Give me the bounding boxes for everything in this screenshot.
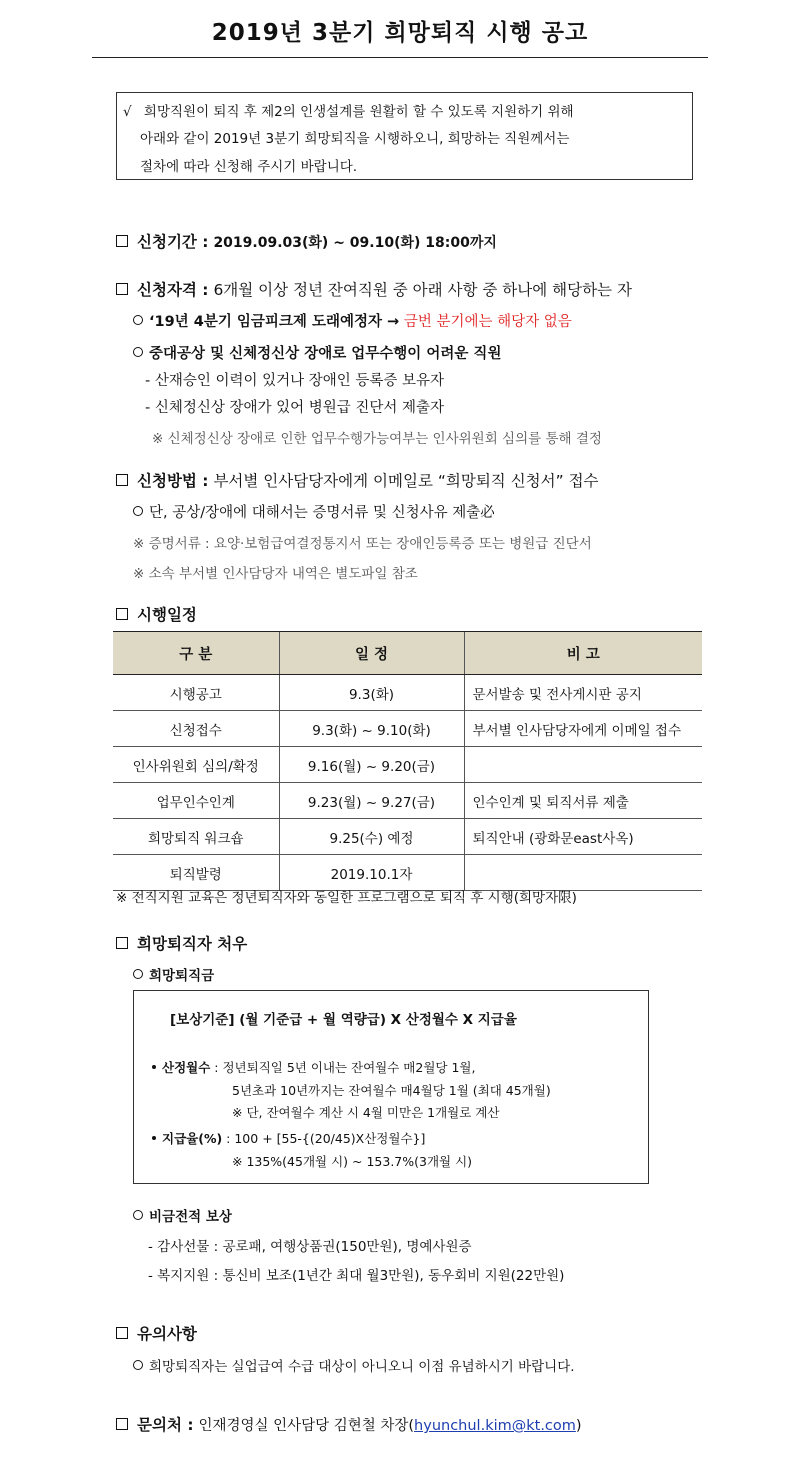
caution-text: 희망퇴직자는 실업급여 수급 대상이 아니오니 이점 유념하시기 바랍니다. [149,1359,575,1375]
square-bullet-icon [116,608,128,620]
circle-bullet-icon [133,969,143,979]
eligibility-value: 6개월 이상 정년 잔여직원 중 아래 사항 중 하나에 해당하는 자 [213,281,632,299]
table-cell: 9.3(화) [279,675,464,711]
caution-label: 유의사항 [137,1325,197,1343]
eligibility-item-1 [133,310,572,331]
notice-line-3: 절차에 따라 신청해 주시기 바랍니다. [140,159,358,175]
square-bullet-icon [116,1327,128,1339]
table-cell: 업무인수인계 [113,783,279,819]
method-note-2: ※ 소속 부서별 인사담당자 내역은 별도파일 참조 [133,566,418,582]
schedule-table [113,631,702,891]
treatment-section [116,932,247,954]
schedule-section [116,603,197,625]
page-title: 2019년 3분기 희망퇴직 시행 공고 [211,20,589,46]
table-cell: 부서별 인사담당자에게 이메일 접수 [464,711,702,747]
eligibility-note: ※ 신체정신상 장애로 인한 업무수행가능여부는 인사위원회 심의를 통해 결정 [152,431,602,447]
table-cell: 시행공고 [113,675,279,711]
dot-bullet-icon [152,1136,156,1140]
method-label: 신청방법 : [137,472,209,490]
months-label: 산정월수 [162,1060,211,1075]
apply-period-label: 신청기간 : [137,233,209,251]
table-row [113,783,702,819]
months-line-2: 5년초과 10년까지는 잔여월수 매4월당 1월 (최대 45개월) [232,1083,551,1098]
notice-line-1 [123,100,574,120]
contact-label: 문의처 : [137,1416,194,1434]
method-note-1: ※ 증명서류 : 요양·보험급여결정통지서 또는 장애인등록증 또는 병원급 진단서 [133,536,592,552]
square-bullet-icon [116,235,128,247]
severance-pay-label: 희망퇴직금 [149,968,215,984]
table-header-row [113,632,702,675]
table-header-schedule: 일 정 [279,632,464,675]
check-mark-icon: √ [123,104,132,120]
eligibility-sub-2: - 신체정신상 장애가 있어 병원급 진단서 제출자 [145,400,445,416]
eligibility-item-2-text: 중대공상 및 신체정신상 장애로 업무수행이 어려운 직원 [149,346,502,362]
rate-line-2: ※ 135%(45개월 시) ~ 153.7%(3개월 시) [232,1154,473,1169]
square-bullet-icon [116,283,128,295]
square-bullet-icon [116,937,128,949]
circle-bullet-icon [133,1360,143,1370]
months-line-1 [152,1058,475,1076]
title-divider [92,57,708,58]
method-item-1-text: 단, 공상/장애에 대해서는 증명서류 및 신청사유 제출必 [149,505,495,521]
table-cell: 인수인계 및 퇴직서류 제출 [464,783,702,819]
table-cell: 2019.10.1자 [279,855,464,891]
rate-line-1 [152,1129,425,1147]
table-row [113,819,702,855]
months-line-3: ※ 단, 잔여월수 계산 시 4월 미만은 1개월로 계산 [232,1105,500,1120]
table-row [113,711,702,747]
eligibility-item-1-note: 금번 분기에는 해당자 없음 [403,314,572,330]
notice-text-1: 희망직원이 퇴직 후 제2의 인생설계를 원활히 할 수 있도록 지원하기 위해 [143,104,574,120]
table-cell: 9.25(수) 예정 [279,819,464,855]
table-row [113,675,702,711]
circle-bullet-icon [133,506,143,516]
dot-bullet-icon [152,1065,156,1069]
eligibility-sub-1: - 산재승인 이력이 있거나 장애인 등록증 보유자 [145,373,445,389]
contact-email-link[interactable]: hyunchul.kim@kt.com [414,1418,576,1434]
nonmoney-label: 비금전적 보상 [149,1209,232,1225]
eligibility-section [116,278,632,300]
table-cell: 인사위원회 심의/확정 [113,747,279,783]
caution-section [116,1322,197,1344]
contact-text: 인재경영실 인사담당 김현철 차장( [198,1418,415,1434]
apply-period-value: 2019.09.03(화) ~ 09.10(화) 18:00까지 [213,235,497,251]
method-item-1 [133,501,495,522]
table-cell: 희망퇴직 워크숍 [113,819,279,855]
rate-text-1: : 100 + [55-{(20/45)X산정월수}] [226,1131,426,1146]
table-cell: 신청접수 [113,711,279,747]
notice-line-2: 아래와 같이 2019년 3분기 희망퇴직을 시행하오니, 희망하는 직원께서는 [140,131,570,147]
treatment-label: 희망퇴직자 처우 [137,935,248,953]
table-cell: 퇴직발령 [113,855,279,891]
table-header-remarks: 비 고 [464,632,702,675]
apply-period-section [116,230,497,252]
formula-text: [보상기준] (월 기준급 + 월 역량급) X 산정월수 X 지급율 [170,1012,517,1028]
schedule-note: ※ 전직지원 교육은 정년퇴직자와 동일한 프로그램으로 퇴직 후 시행(희망자限) [116,890,577,906]
eligibility-item-2 [133,342,501,363]
table-cell: 9.23(월) ~ 9.27(금) [279,783,464,819]
contact-close-paren: ) [575,1418,582,1434]
method-section [116,469,599,491]
table-cell: 퇴직안내 (광화문east사옥) [464,819,702,855]
table-cell: 문서발송 및 전사게시판 공지 [464,675,702,711]
rate-label: 지급율(%) [162,1131,223,1146]
nonmoney-item-1: - 감사선물 : 공로패, 여행상품권(150만원), 명예사원증 [148,1239,472,1255]
square-bullet-icon [116,1418,128,1430]
table-cell: 9.16(월) ~ 9.20(금) [279,747,464,783]
severance-pay-heading [133,964,214,984]
contact-section [116,1413,582,1435]
eligibility-item-1-main: ‘19년 4분기 임금피크제 도래예정자 → [149,314,400,330]
circle-bullet-icon [133,1210,143,1220]
nonmoney-item-2: - 복지지원 : 통신비 보조(1년간 최대 월3만원), 동우회비 지원(22만원) [148,1268,565,1284]
schedule-label: 시행일정 [137,606,197,624]
months-text-1: : 정년퇴직일 5년 이내는 잔여월수 매2월당 1월, [214,1060,476,1075]
nonmoney-heading [133,1205,232,1225]
table-row [113,747,702,783]
circle-bullet-icon [133,315,143,325]
square-bullet-icon [116,474,128,486]
table-header-category: 구 분 [113,632,279,675]
eligibility-label: 신청자격 : [137,281,209,299]
method-value: 부서별 인사담당자에게 이메일로 “희망퇴직 신청서” 접수 [213,472,599,490]
table-cell: 9.3(화) ~ 9.10(화) [279,711,464,747]
circle-bullet-icon [133,347,143,357]
table-cell [464,747,702,783]
caution-item [133,1355,575,1375]
